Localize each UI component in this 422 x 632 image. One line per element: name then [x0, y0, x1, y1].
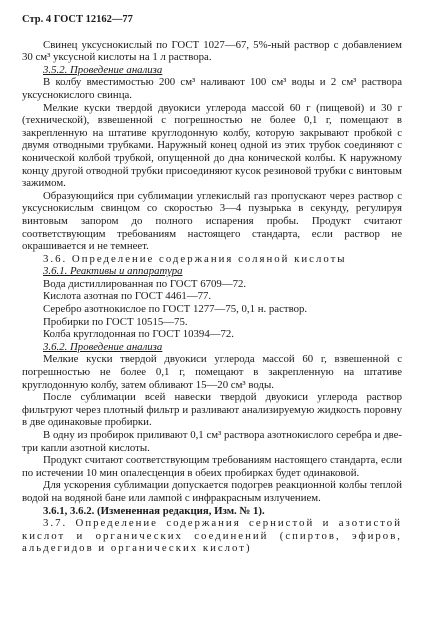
- paragraph: Свинец уксуснокислый по ГОСТ 1027—67, 5%-ный раствор с добавлением 30 см³ уксусной кислоты на 1 л раствора.: [22, 38, 402, 64]
- paragraph: 3.6.1. Реактивы и аппаратура: [43, 265, 183, 278]
- paragraph: 3.5.2. Проведение анализа: [43, 63, 163, 76]
- document-body: [22, 39, 402, 555]
- paragraph: Колба круглодонная по ГОСТ 10394—72.: [43, 328, 235, 341]
- paragraph: 3.6.1, 3.6.2. (Измененная редакция, Изм. № 1).: [43, 504, 265, 517]
- paragraph: После сублимации всей навески твердой двуокиси углерода раствор фильтруют через плотный фильтр и разливают анализируемую жидкость поровну в две одинаковые пробирки.: [22, 391, 402, 429]
- paragraph: Мелкие куски твердой двуокиси углерода массой 60 г, взвешенной с погрешностью не более 0,1 г, помещают в закрепленную на штативе круглодонную колбу, затем обливают 15—20 см³ воды.: [22, 353, 402, 391]
- paragraph: Продукт считают соответствующим требованиям настоящего стандарта, если по истечении 10 мин опалесценция в обеих пробирках будет одинаковой.: [22, 454, 402, 479]
- paragraph: Кислота азотная по ГОСТ 4461—77.: [43, 290, 212, 303]
- paragraph: Пробирки по ГОСТ 10515—75.: [43, 315, 188, 328]
- paragraph: Мелкие куски твердой двуокиси углерода массой 60 г (пищевой) и 30 г (технической), взвешенной с погрешностью не более 0,1 г, помещают в закрепленную на штативе круглодонную колбу, которую закрывают пробкой с двумя отводными трубками. Наружный конец одной из этих трубок соединяют с конической колбой трубкой, опущенной до дна конической колбы. К наружному концу другой отводной трубки присоединяют кусок резиновой трубки с винтовым зажимом.: [22, 101, 402, 190]
- paragraph: 3.6. Определение содержания соляной кислоты: [43, 252, 347, 265]
- paragraph: В одну из пробирок приливают 0,1 см³ раствора азотнокислого серебра и две-три капли азотной кислоты.: [22, 429, 402, 454]
- paragraph: 3.7. Определение содержания сернистой и азотистой кислот и органических соединений (спиртов, эфиров, альдегидов и органических кислот): [22, 517, 402, 555]
- paragraph: Вода дистиллированная по ГОСТ 6709—72.: [43, 277, 247, 290]
- paragraph: 3.6.2. Проведение анализа: [43, 340, 163, 353]
- paragraph: Для ускорения сублимации допускается подогрев реакционной колбы теплой водой на водяной бане или лампой с инфракрасным излучением.: [22, 479, 402, 504]
- paragraph: Образующийся при сублимации углекислый газ пропускают через раствор с уксуснокислым свинцом со скоростью 3—4 пузырька в секунду, регулируя винтовым запором до полного испарения пробы. Продукт считают соответствующим требованиям настоящего стандарта, если раствор не окрашивается и не темнеет.: [22, 189, 402, 253]
- paragraph: Серебро азотнокислое по ГОСТ 1277—75, 0,1 н. раствор.: [43, 303, 308, 316]
- paragraph: В колбу вместимостью 200 см³ наливают 100 см³ воды и 2 см³ раствора уксуснокислого свинца.: [22, 76, 402, 101]
- page-header: Стр. 4 ГОСТ 12162—77: [22, 14, 133, 25]
